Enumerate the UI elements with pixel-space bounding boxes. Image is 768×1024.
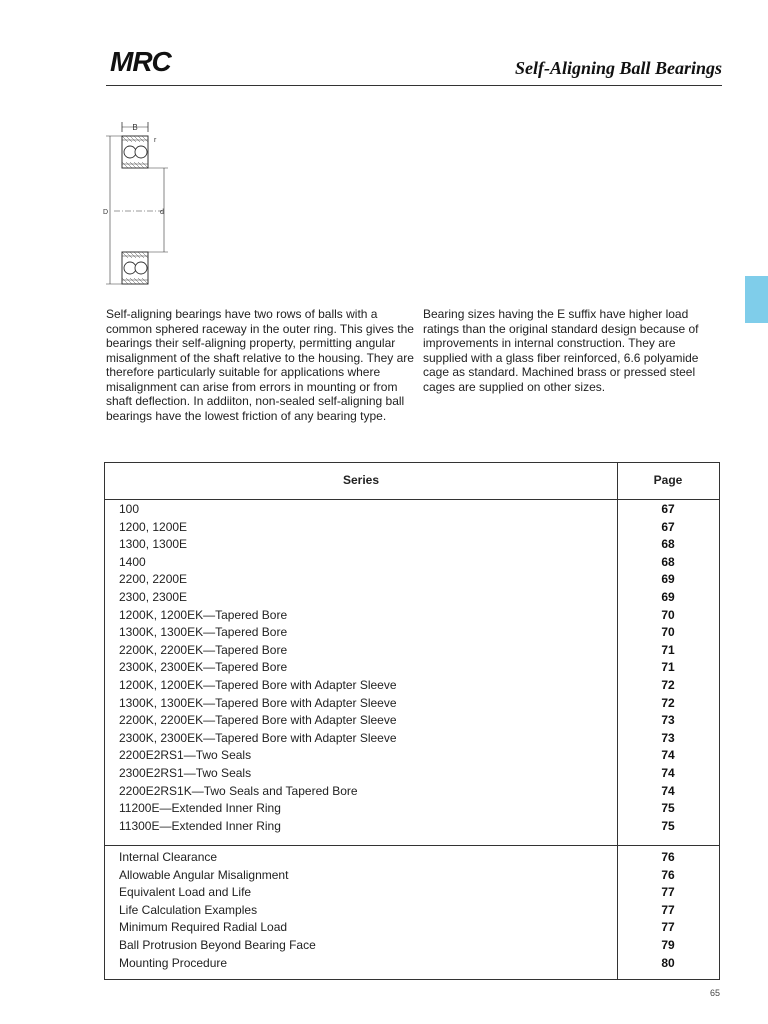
row-series-title: Life Calculation Examples [119,902,258,917]
table-row [105,659,719,677]
dimension-r-label: r [154,137,157,144]
table-row [105,919,719,937]
row-page-number: 73 [661,730,675,745]
row-page-number: 69 [661,572,675,587]
row-series-title: 100 [119,502,140,516]
row-series-title: Allowable Angular Misalignment [119,867,289,882]
intro-text-right: Bearing sizes having the E suffix have higher load ratings than the original standard design because of improvements in internal construction. They are supplied with a glass fiber reinforced, 6.6 polyamide cage as standard. Machined brass or pressed steel cages are supplied on other sizes. [423,307,699,394]
row-series-title: 1200K, 1200EK—Tapered Bore [119,607,288,622]
intro-text-left: Self-aligning bearings have two rows of balls with a common sphered raceway in the outer ring. This gives the bearings their self-aligning property, permitting angular misalignment of the shaft relative to the housing. They are therefore particularly suitable for applications where misalignment can arise from errors in mounting or from shaft deflection. In addiiton, non-sealed self-aligning ball bearings have the lowest friction of any bearing type. [106,307,414,423]
series-rows [105,501,719,835]
dimension-d-bore-label: d [160,209,164,216]
table-row [105,902,719,920]
row-series-title: 2300E2RS1—Two Seals [119,765,252,780]
table-row [105,937,719,955]
row-series-title: Mounting Procedure [119,955,228,970]
page-title: Self-Aligning Ball Bearings [514,58,722,78]
row-series-title: Equivalent Load and Life [119,885,252,900]
row-page-number: 75 [661,818,675,833]
dimension-d-outer-label: D [102,209,108,216]
row-series-title: 2200E2RS1—Two Seals [119,748,252,763]
table-row [105,554,719,572]
row-page-number: 75 [661,801,675,816]
table-row [105,642,719,660]
row-page-number: 77 [661,902,675,917]
table-row [105,677,719,695]
series-column-header: Series [342,473,380,487]
bearing-cross-section-diagram [100,118,180,288]
row-page-number: 71 [661,660,675,675]
table-row [105,712,719,730]
table-row [105,747,719,765]
table-row [105,695,719,713]
row-page-number: 70 [661,607,675,622]
row-series-title: 1300K, 1300EK—Tapered Bore with Adapter Sleeve [119,695,397,710]
table-row [105,730,719,748]
row-page-number: 72 [661,695,675,710]
row-series-title: 11200E—Extended Inner Ring [119,801,281,816]
table-row [105,571,719,589]
page-column-header: Page [653,473,683,487]
row-series-title: 1300, 1300E [119,537,188,552]
row-page-number: 72 [661,677,675,692]
section-tab [745,276,768,323]
row-page-number: 67 [661,502,675,516]
row-page-number: 68 [661,554,675,569]
table-row [105,607,719,625]
row-page-number: 76 [661,850,675,864]
row-series-title: Internal Clearance [119,850,218,864]
table-row [105,783,719,801]
row-page-number: 74 [661,783,675,798]
table-row [105,867,719,885]
table-row [105,519,719,537]
row-series-title: Ball Protrusion Beyond Bearing Face [119,937,316,952]
row-page-number: 74 [661,765,675,780]
series-index-table [104,462,720,980]
table-row [105,849,719,867]
row-page-number: 80 [661,955,675,970]
dimension-b-label: B [132,123,138,132]
table-row [105,765,719,783]
row-series-title: 2300, 2300E [119,589,188,604]
table-header [105,463,719,500]
table-row [105,624,719,642]
row-series-title: 1400 [119,554,146,569]
row-page-number: 67 [661,519,675,534]
row-series-title: 1200, 1200E [119,519,188,534]
mrc-logo: MRC [110,46,171,77]
group-divider [105,845,719,846]
table-row [105,589,719,607]
row-series-title: 2300K, 2300EK—Tapered Bore [119,660,288,675]
row-page-number: 76 [661,867,675,882]
table-row [105,536,719,554]
row-page-number: 71 [661,642,675,657]
row-series-title: 1200K, 1200EK—Tapered Bore with Adapter Sleeve [119,677,397,692]
row-page-number: 68 [661,537,675,552]
row-series-title: 2200, 2200E [119,572,188,587]
row-series-title: 2300K, 2300EK—Tapered Bore with Adapter Sleeve [119,730,397,745]
table-row [105,955,719,973]
table-row [105,800,719,818]
row-series-title: Minimum Required Radial Load [119,920,288,935]
row-page-number: 74 [661,748,675,763]
technical-rows [105,849,719,972]
row-series-title: 2200K, 2200EK—Tapered Bore with Adapter Sleeve [119,713,397,728]
table-row [105,884,719,902]
table-row [105,501,719,519]
header-divider [106,85,722,86]
row-page-number: 69 [661,589,675,604]
row-page-number: 70 [661,625,675,640]
row-series-title: 2200E2RS1K—Two Seals and Tapered Bore [119,783,358,798]
row-series-title: 11300E—Extended Inner Ring [119,818,281,833]
page-number: 65 [709,988,720,998]
table-row [105,818,719,836]
row-page-number: 77 [661,920,675,935]
row-page-number: 79 [661,937,675,952]
row-page-number: 77 [661,885,675,900]
row-series-title: 1300K, 1300EK—Tapered Bore [119,625,288,640]
row-series-title: 2200K, 2200EK—Tapered Bore [119,642,288,657]
row-page-number: 73 [661,713,675,728]
